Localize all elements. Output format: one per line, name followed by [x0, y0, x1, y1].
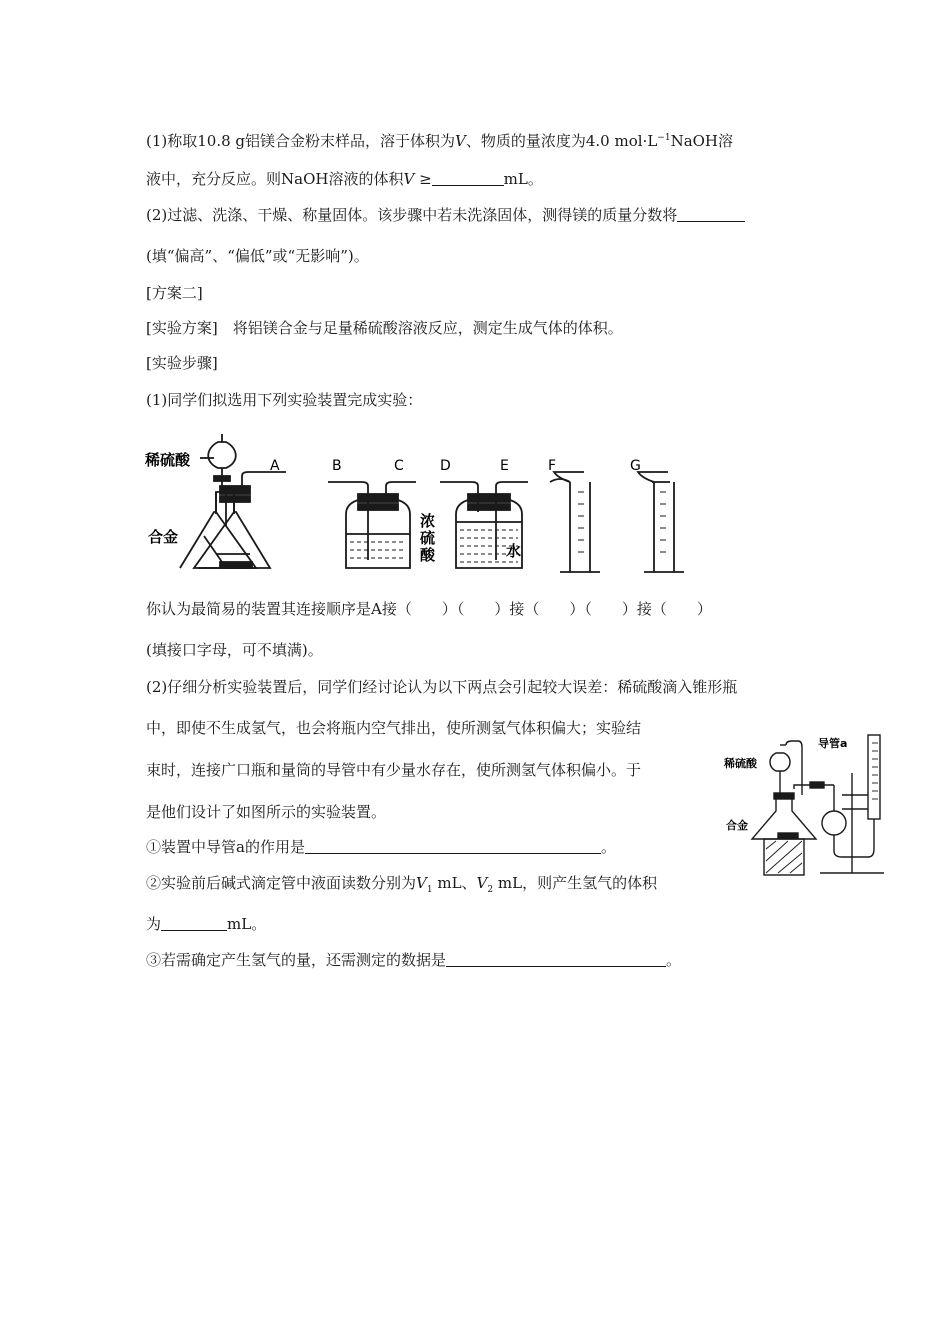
letter-b: B: [332, 458, 342, 474]
scheme2-heading: [方案二]: [146, 284, 203, 302]
letter-a: A: [270, 458, 280, 474]
answer-blank-volume[interactable]: [432, 171, 504, 186]
label-water: 水: [506, 542, 522, 560]
cylinder-f: [554, 472, 590, 572]
answer-blank-effect[interactable]: [677, 207, 745, 222]
label-conc-1: 浓: [420, 512, 436, 530]
alloy-sample: [220, 562, 252, 568]
label-acid: 稀硫酸: [145, 451, 191, 469]
p1-line4: (填“偏高”、“偏低”或“无影响”)。: [146, 247, 369, 265]
answer-blank-tube-a[interactable]: [305, 839, 601, 854]
scheme2-step1: (1)同学们拟选用下列实验装置完成实验：: [146, 391, 423, 409]
step2-q3: ③若需确定产生氢气的量，还需测定的数据是 。: [146, 951, 682, 969]
letter-f: F: [548, 458, 557, 474]
improved-apparatus-figure: [722, 733, 890, 883]
step2-line2: 中，即使不生成氢气，也会将瓶内空气排出，使所测氢气体积偏大；实验结: [146, 719, 642, 737]
fig2-label-acid: 稀硫酸: [724, 757, 757, 770]
apparatus-figure: [140, 430, 720, 590]
step2-line1: (2)仔细分析实验装置后，同学们经讨论认为以下两点会引起较大误差：稀硫酸滴入锥形瓶: [146, 678, 738, 696]
funnel-bulb: [208, 442, 236, 468]
letter-e: E: [500, 458, 509, 474]
step2-q2: ②实验前后碱式滴定管中液面读数分别为$V_1$ mL、$V_2$ mL，则产生氢气的体积: [146, 874, 658, 895]
p1-line3: (2)过滤、洗涤、干燥、称量固体。该步骤中若未洗涤固体，测得镁的质量分数将: [146, 205, 745, 225]
step2-q1: ①装置中导管a的作用是 。: [146, 838, 616, 856]
fig2-label-tube: 导管a: [818, 737, 848, 750]
answer-blank-h2-volume[interactable]: [161, 916, 227, 931]
scheme2-plan: [实验方案] 将铝镁合金与足量稀硫酸溶液反应，测定生成气体的体积。: [146, 319, 623, 337]
p1-line1: (1)称取10.8 g铝镁合金粉末样品，溶于体积为V、物质的量浓度为4.0 $mol\cdot L^{-1}NaOH$溶: [146, 132, 734, 150]
order-line1: 你认为最简易的装置其连接顺序是A接（ ）（ ）接（ ）（ ）接（ ）: [146, 600, 712, 618]
scheme2-steps: [实验步骤]: [146, 354, 218, 372]
cylinder-g: [638, 472, 674, 572]
step2-line3: 束时，连接广口瓶和量筒的导管中有少量水存在，使所测氢气体积偏小。于: [146, 761, 642, 779]
letter-d: D: [440, 458, 451, 474]
step2-q2-line2: 为 mL。: [146, 915, 267, 933]
label-alloy: 合金: [148, 528, 179, 546]
step2-line4: 是他们设计了如图所示的实验装置。: [146, 803, 387, 821]
label-conc-2: 硫: [420, 529, 436, 547]
burette: [868, 735, 880, 819]
letter-g: G: [630, 458, 641, 474]
p1-line2: 液中，充分反应。则NaOH溶液的体积V ≥ mL。: [146, 170, 543, 188]
label-conc-3: 酸: [420, 546, 436, 564]
order-line2: (填接口字母，可不填满)。: [146, 641, 323, 659]
letter-c: C: [394, 458, 404, 474]
fig2-label-alloy: 合金: [726, 819, 748, 832]
answer-blank-extra-data[interactable]: [446, 952, 666, 967]
